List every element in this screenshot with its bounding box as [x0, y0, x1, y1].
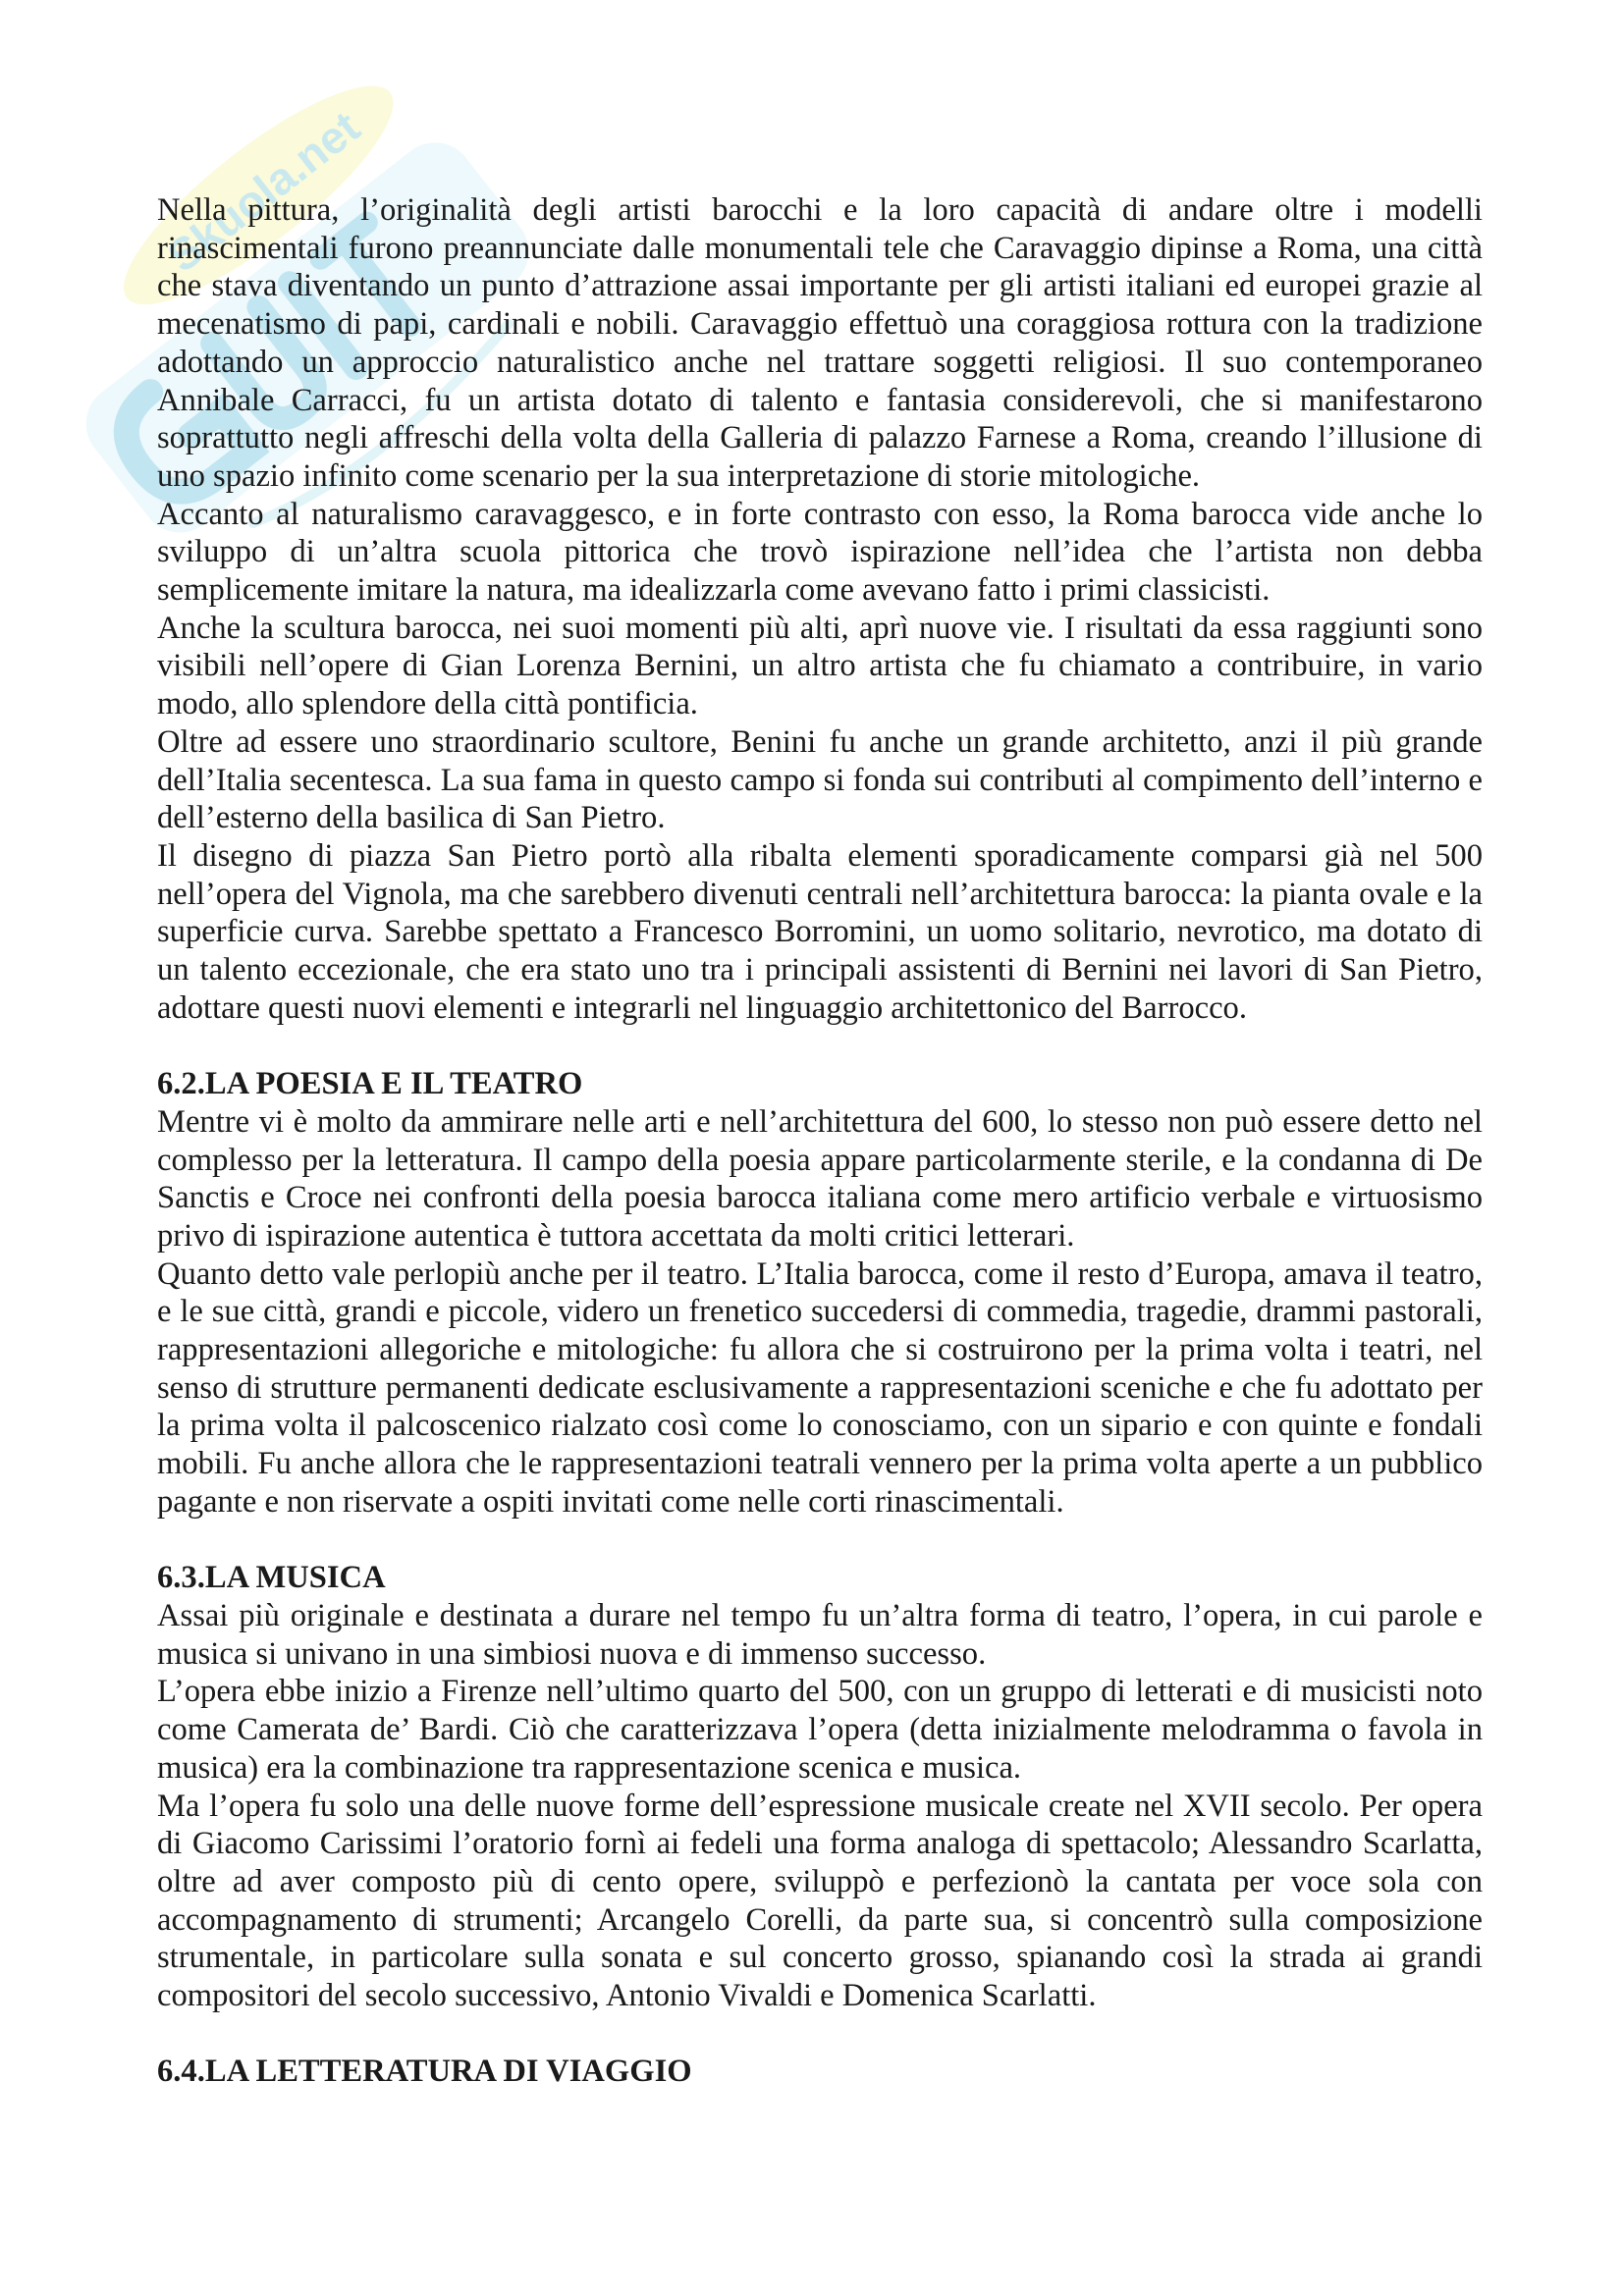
paragraph-teatro: Quanto detto vale perlopiù anche per il teatro. L’Italia barocca, come il resto d’Europa, amava il teatro, e le sue città, grandi e piccole, videro un frenetico succedersi di commedia, tragedie, drammi pastorali, rappresentazioni allegoriche e mitologiche: fu allora che si costruirono per la prima volta i teatri, nel senso di strutture permanenti dedicate esclusivamente a rappresentazioni sceniche e che fu adottato per la prima volta il palcoscenico rialzato così come lo conosciamo, con un sipario e con quinte e fondali mobili. Fu anche allora che le rappresentazioni teatrali vennero per la prima volta aperte a un pubblico pagante e non riservate a ospiti invitati come nelle corti rinascimentali. — [157, 1255, 1483, 1520]
paragraph-bernini-architetto: Oltre ad essere uno straordinario scultore, Benini fu anche un grande architetto, anzi il più grande dell’Italia secentesca. La sua fama in questo campo si fonda sui contributi al compimento dell’interno e dell’esterno della basilica di San Pietro. — [157, 723, 1483, 836]
section-spacer — [157, 1522, 1483, 1560]
watermark-brand-text: Skuola.net — [157, 100, 369, 283]
paragraph-opera-firenze: L’opera ebbe inizio a Firenze nell’ultimo quarto del 500, con un gruppo di letterati e di musicisti noto come Camerata de’ Bardi. Ciò che caratterizzava l’opera (detta inizialmente melodramma o favola in musica) era la combinazione tra rappresentazione scenica e musica. — [157, 1674, 1483, 1786]
paragraph-forme-musicali: Ma l’opera fu solo una delle nuove forme dell’espressione musicale create nel XVII secolo. Per opera di Giacomo Carissimi l’oratorio fornì ai fedeli una forma analoga di spettacolo; Alessandro Scarlatta, oltre ad aver composto più di cento opere, sviluppò e perfezionò la cantata per voce sola con accompagnamento di strumenti; Arcangelo Corelli, da parte sua, si concentrò sulla composizione strumentale, in particolare sulla sonata e sul concerto grosso, spianando così la strada ai grandi compositori del secolo successivo, Antonio Vivaldi e Domenica Scarlatti. — [157, 1788, 1483, 2014]
heading-musica: 6.3.LA MUSICA — [157, 1560, 386, 1596]
paragraph-opera-intro: Assai più originale e destinata a durare nel tempo fu un’altra forma di teatro, l’opera, in cui parole e musica si univano in una simbiosi nuova e di immenso successo. — [157, 1597, 1483, 1672]
paragraph-naturalismo: Accanto al naturalismo caravaggesco, e in forte contrasto con esso, la Roma barocca vide anche lo sviluppo di un’altra scuola pittorica che trovò ispirazione nell’idea che l’artista non debba semplicemente imitare la natura, ma idealizzarla come avevano fatto i primi classicisti. — [157, 496, 1483, 609]
section-spacer — [157, 2015, 1483, 2054]
paragraph-poesia: Mentre vi è molto da ammirare nelle arti e nell’architettura del 600, lo stesso non può essere detto nel complesso per la letteratura. Il campo della poesia appare particolarmente sterile, e la condanna di De Sanctis e Croce nei confronti della poesia barocca italiana come mero artificio verbale e virtuosismo privo di ispirazione autentica è tuttora accettata da molti critici letterari. — [157, 1103, 1483, 1254]
document-body — [157, 191, 1483, 2091]
paragraph-scultura: Anche la scultura barocca, nei suoi momenti più alti, aprì nuove vie. I risultati da essa raggiunti sono visibili nell’opere di Gian Lorenza Bernini, un altro artista che fu chiamato a contribuire, in vario modo, allo splendore della città pontificia. — [157, 610, 1483, 722]
section-spacer — [157, 1027, 1483, 1065]
paragraph-pittura: Nella pittura, l’originalità degli artisti barocchi e la loro capacità di andare oltre i modelli rinascimentali furono preannunciate dalle monumentali tele che Caravaggio dipinse a Roma, una città che stava diventando un punto d’attrazione assai importante per gli artisti italiani ed europei grazie al mecenatismo di papi, cardinali e nobili. Caravaggio effettuò una coraggiosa rottura con la tradizione adottando un approccio naturalistico anche nel trattare soggetti religiosi. Il suo contemporaneo Annibale Carracci, fu un artista dotato di talento e fantasia considerevoli, che si manifestarono soprattutto negli affreschi della volta della Galleria di palazzo Farnese a Roma, creando l’illusione di uno spazio infinito come scenario per la sua interpretazione di storie mitologiche. — [157, 192, 1483, 494]
heading-letteratura-viaggio: 6.4.LA LETTERATURA DI VIAGGIO — [157, 2054, 692, 2090]
paragraph-piazza-san-pietro: Il disegno di piazza San Pietro portò alla ribalta elementi sporadicamente comparsi già nel 500 nell’opera del Vignola, ma che sarebbero divenuti centrali nell’architettura barocca: la pianta ovale e la superficie curva. Sarebbe spettato a Francesco Borromini, un uomo solitario, nevrotico, ma dotato di un talento eccezionale, che era stato uno tra i principali assistenti di Bernini nei lavori di San Pietro, adottare questi nuovi elementi e integrarli nel linguaggio architettonico del Barrocco. — [157, 837, 1483, 1026]
heading-poesia-teatro: 6.2.LA POESIA E IL TEATRO — [157, 1066, 583, 1102]
